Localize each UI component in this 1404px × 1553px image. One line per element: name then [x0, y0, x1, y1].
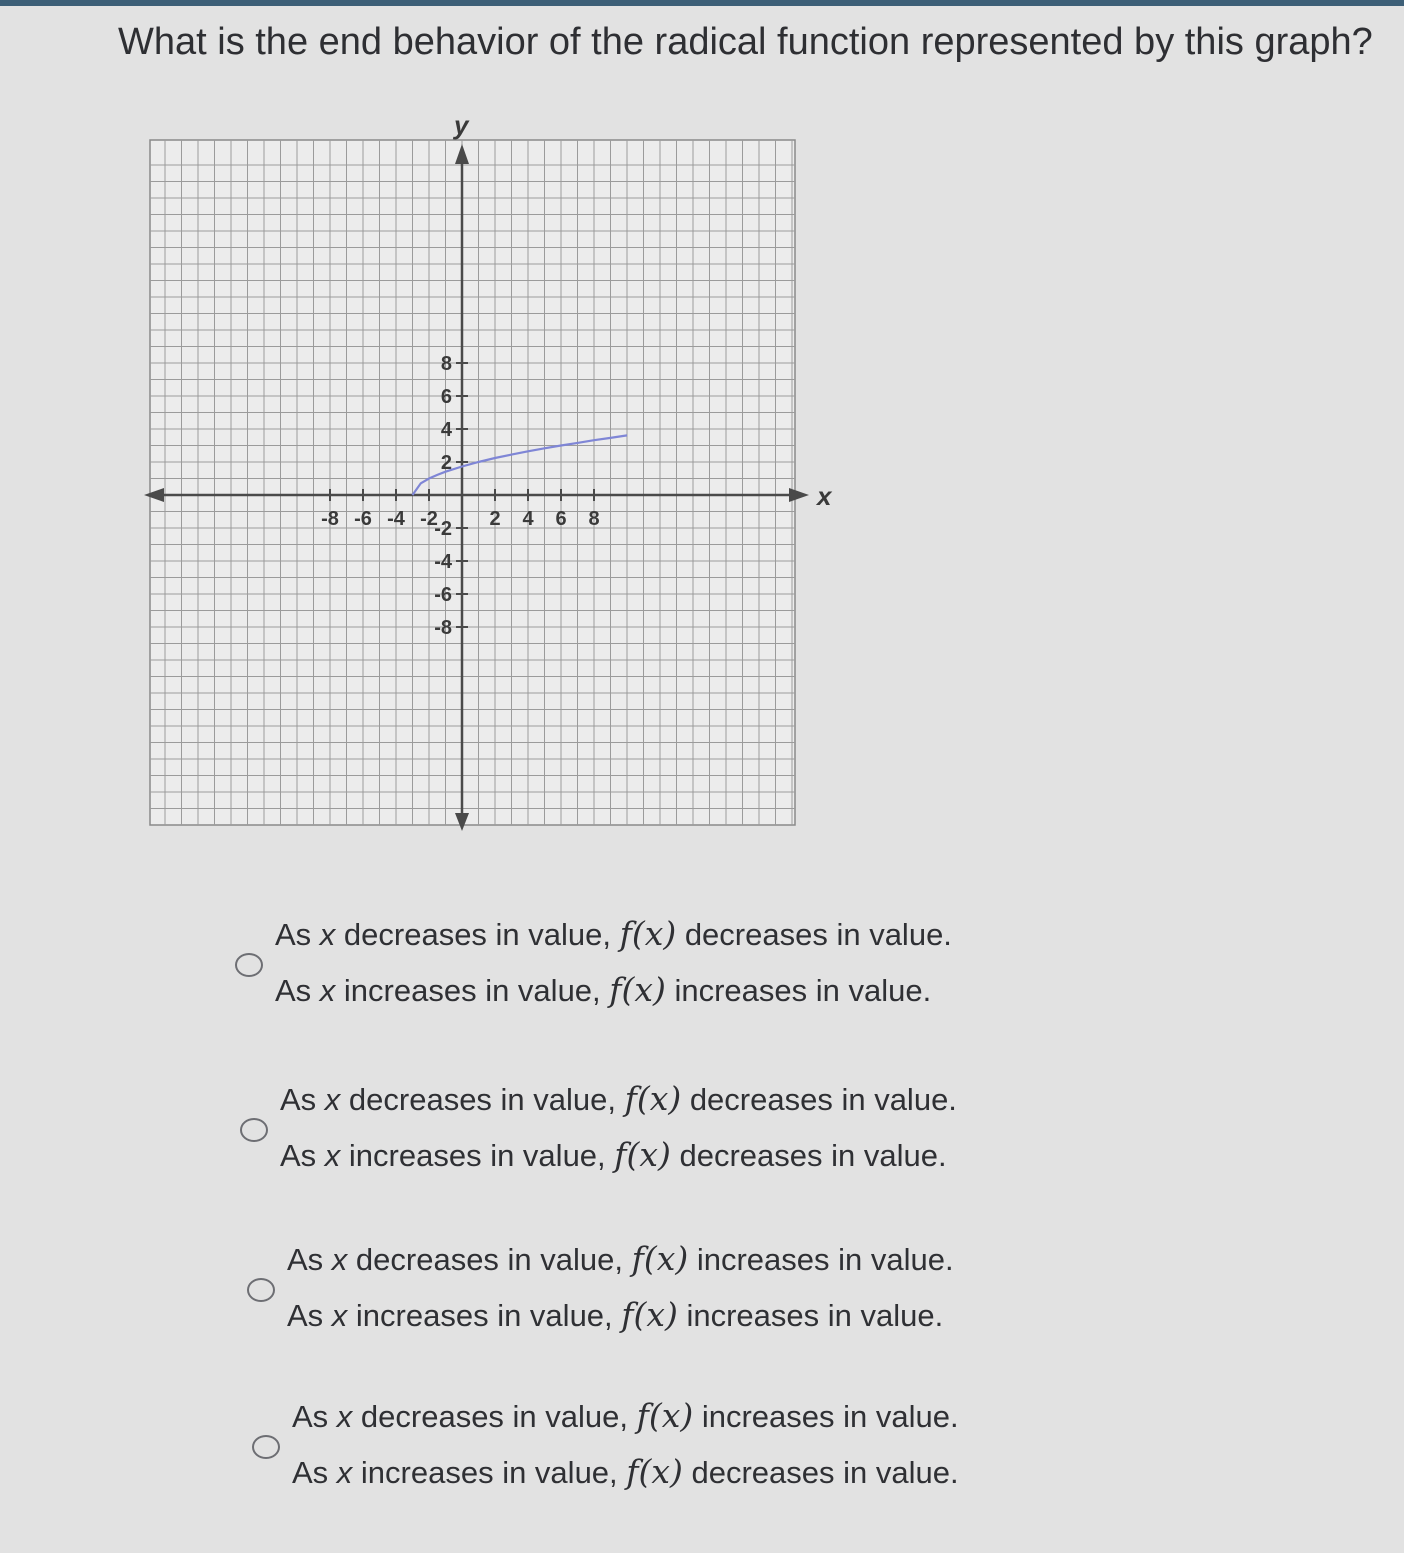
x-tick-label: -8	[321, 508, 339, 530]
option-1[interactable]	[235, 915, 1035, 1035]
y-tick-label: 6	[440, 386, 452, 408]
option-3-line-1-fx: f(x)	[631, 1239, 689, 1278]
option-3[interactable]	[247, 1240, 1047, 1360]
radical-function-graph	[130, 110, 830, 840]
y-axis-label: y	[454, 110, 469, 140]
y-tick-label: 2	[440, 452, 452, 474]
top-bar	[0, 0, 1404, 6]
option-4-line-1	[292, 1397, 959, 1436]
x-tick-label: -2	[420, 508, 438, 530]
y-tick-label: -4	[434, 551, 452, 573]
x-axis-arrow-right	[789, 488, 809, 502]
option-3-line-1-var: x	[331, 1242, 348, 1277]
x-tick-label: 4	[522, 508, 534, 530]
graph-svg	[130, 110, 830, 840]
option-2-line-1-prefix: As	[280, 1082, 325, 1117]
option-1-radio[interactable]	[235, 953, 263, 977]
option-1-line-2-end: increases in value.	[665, 973, 932, 1008]
option-4-line-2-fx: f(x)	[626, 1452, 683, 1491]
option-4[interactable]	[252, 1397, 1052, 1517]
option-1-line-1-end: decreases in value.	[676, 917, 952, 952]
option-1-line-2-mid: increases in value,	[335, 973, 610, 1008]
option-3-line-2-var: x	[331, 1298, 348, 1333]
option-4-line-1-prefix: As	[292, 1399, 337, 1434]
option-4-line-2-mid: increases in value,	[352, 1455, 627, 1490]
option-2-line-2-fx: f(x)	[614, 1135, 671, 1174]
option-2-line-2-end: decreases in value.	[670, 1138, 947, 1173]
option-2-line-1-var: x	[324, 1082, 341, 1117]
option-3-radio[interactable]	[247, 1278, 275, 1302]
x-tick-label: 8	[588, 508, 600, 530]
option-2-radio[interactable]	[240, 1118, 268, 1142]
option-2-line-2-mid: increases in value,	[340, 1138, 615, 1173]
x-axis-label: x	[817, 481, 832, 511]
x-tick-label: 2	[489, 508, 501, 530]
option-3-line-1-prefix: As	[287, 1242, 332, 1277]
y-tick-label: 8	[440, 353, 452, 375]
option-2-line-1-fx: f(x)	[624, 1079, 682, 1118]
grid-background	[150, 140, 795, 825]
y-tick-label: -8	[434, 617, 452, 639]
question-text: What is the end behavior of the radical function represented by this graph?	[118, 21, 1373, 63]
option-4-line-2	[292, 1453, 959, 1492]
option-2[interactable]	[240, 1080, 1040, 1200]
option-1-line-1-var: x	[319, 917, 336, 952]
option-4-line-2-end: decreases in value.	[682, 1455, 959, 1490]
option-2-line-1-mid: decreases in value,	[340, 1082, 625, 1117]
x-tick-label: 6	[555, 508, 567, 530]
option-1-line-1-fx: f(x)	[619, 914, 677, 953]
option-3-line-2-prefix: As	[287, 1298, 332, 1333]
option-3-line-2-mid: increases in value,	[347, 1298, 622, 1333]
option-2-line-2-prefix: As	[280, 1138, 325, 1173]
option-2-line-2	[280, 1136, 947, 1175]
option-1-line-1-mid: decreases in value,	[335, 917, 620, 952]
option-1-line-2-prefix: As	[275, 973, 320, 1008]
y-tick-label: 4	[440, 419, 452, 441]
option-3-line-2-end: increases in value.	[677, 1298, 944, 1333]
option-3-line-1-end: increases in value.	[688, 1242, 954, 1277]
option-4-line-1-mid: decreases in value,	[352, 1399, 637, 1434]
option-4-line-1-var: x	[336, 1399, 353, 1434]
option-1-line-1-prefix: As	[275, 917, 320, 952]
option-4-line-1-fx: f(x)	[636, 1396, 694, 1435]
option-4-radio[interactable]	[252, 1435, 280, 1459]
option-1-line-2-var: x	[319, 973, 336, 1008]
x-tick-label: -4	[387, 508, 405, 530]
y-tick-label: -6	[434, 584, 452, 606]
option-3-line-2-fx: f(x)	[621, 1295, 678, 1334]
option-3-line-2	[287, 1296, 943, 1335]
option-4-line-2-prefix: As	[292, 1455, 337, 1490]
option-1-line-2-fx: f(x)	[609, 970, 666, 1009]
option-2-line-1	[280, 1080, 957, 1119]
option-2-line-2-var: x	[324, 1138, 341, 1173]
option-1-line-1	[275, 915, 952, 954]
option-3-line-1-mid: decreases in value,	[347, 1242, 632, 1277]
y-tick-label: -2	[434, 518, 452, 540]
option-4-line-2-var: x	[336, 1455, 353, 1490]
option-4-line-1-end: increases in value.	[693, 1399, 959, 1434]
x-tick-label: -6	[354, 508, 372, 530]
option-1-line-2	[275, 971, 931, 1010]
option-2-line-1-end: decreases in value.	[681, 1082, 957, 1117]
option-3-line-1	[287, 1240, 954, 1279]
